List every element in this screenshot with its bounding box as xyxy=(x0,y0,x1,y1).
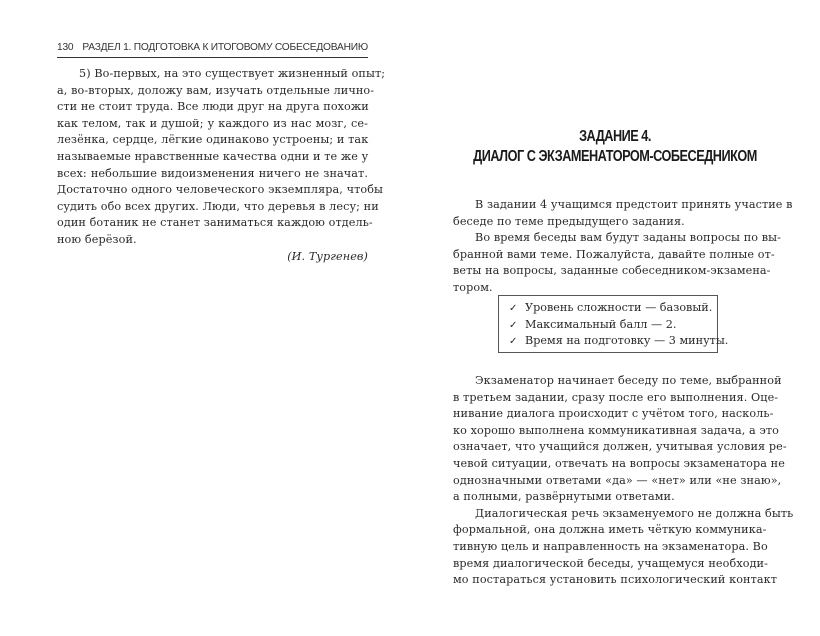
body-line: мо постараться установить психологический контакт xyxy=(453,573,778,587)
intro-line: тором. xyxy=(453,280,493,294)
check-icon: ✓ xyxy=(509,319,518,331)
body-line: тивную цель и направленность на экзаменатора. Во xyxy=(453,539,768,553)
body-line: Диалогическая речь экзаменуемого не должна быть xyxy=(475,506,794,520)
intro-line: В задании 4 учащимся предстоит принять участие в xyxy=(475,198,793,211)
body-line: нивание диалога происходит с учётом того, насколь- xyxy=(453,407,774,421)
quote-line: 5) Во-первых, на это существует жизненный опыт; xyxy=(79,67,386,80)
quote-line: судить обо всех других. Люди, что деревья в лесу; ни xyxy=(57,199,379,213)
quote-line: сти не стоит труда. Все люди друг на друга похожи xyxy=(57,100,369,114)
check-icon: ✓ xyxy=(509,303,518,314)
body-line: однозначными ответами «да» — «нет» или «не знаю», xyxy=(453,473,782,487)
task-info-box xyxy=(498,295,729,353)
right-page xyxy=(410,0,820,636)
task-heading-line-2: ДИАЛОГ С ЭКЗАМЕНАТОРОМ-СОБЕСЕДНИКОМ xyxy=(473,148,757,165)
quote-line: один ботаник не станет заниматься каждою отдель- xyxy=(57,216,373,230)
quote-line: а, во-вторых, доложу вам, изучать отдельные лично- xyxy=(57,83,375,97)
check-icon: ✓ xyxy=(509,336,518,348)
body-paragraphs xyxy=(453,373,794,589)
running-header xyxy=(57,38,368,58)
body-line: ко хорошо выполнена коммуникативная задача, а это xyxy=(453,423,779,437)
page-number: 130 xyxy=(57,42,74,53)
body-line: формальной, она должна иметь чёткую коммуника- xyxy=(453,523,767,537)
info-item-prep-time: ✓ Время на подготовку — 3 минуты. xyxy=(509,333,717,350)
quote-line: называемые нравственные качества одни и те же у xyxy=(57,149,369,163)
quote-line: лезёнка, сердце, лёгкие одинаково устроены; и так xyxy=(57,133,369,147)
quote-line: Достаточно одного человеческого экземпляра, чтобы xyxy=(57,183,384,197)
task-heading xyxy=(447,127,783,167)
quote-attribution: (И. Тургенев) xyxy=(287,249,368,263)
body-line: Экзаменатор начинает беседу по теме, выбранной xyxy=(475,374,782,387)
info-item-max-score: ✓ Максимальный балл — 2. xyxy=(509,317,717,334)
quote-line: ною берёзой. xyxy=(57,232,137,246)
intro-line: бранной вами теме. Пожалуйста, давайте полные от- xyxy=(453,247,775,261)
intro-line: веты на вопросы, заданные собеседником-экзамена- xyxy=(453,264,771,278)
intro-line: беседе по теме предыдущего задания. xyxy=(453,214,685,228)
intro-line: Во время беседы вам будут заданы вопросы по вы- xyxy=(475,231,782,245)
task-heading-line-1: ЗАДАНИЕ 4. xyxy=(579,128,651,145)
body-line: время диалогической беседы, учащемуся необходи- xyxy=(453,556,768,570)
body-line: означает, что учащийся должен, учитывая условия ре- xyxy=(453,440,787,454)
quote-line: как телом, так и душой; у каждого из нас мозг, се- xyxy=(57,116,368,130)
body-line: а полными, развёрнутыми ответами. xyxy=(453,490,675,504)
body-line: в третьем задании, сразу после его выполнения. Оце- xyxy=(453,390,779,404)
info-item-difficulty: ✓ Уровень сложности — базовый. xyxy=(509,300,717,317)
quote-line: всех: небольшие видоизменения ничего не значат. xyxy=(57,166,368,180)
quote-block xyxy=(57,66,386,265)
section-title: РАЗДЕЛ 1. ПОДГОТОВКА К ИТОГОВОМУ СОБЕСЕДОВАНИЮ xyxy=(82,42,368,53)
body-line: чевой ситуации, отвечать на вопросы экзаменатора не xyxy=(453,456,785,470)
intro-paragraphs xyxy=(453,197,793,297)
